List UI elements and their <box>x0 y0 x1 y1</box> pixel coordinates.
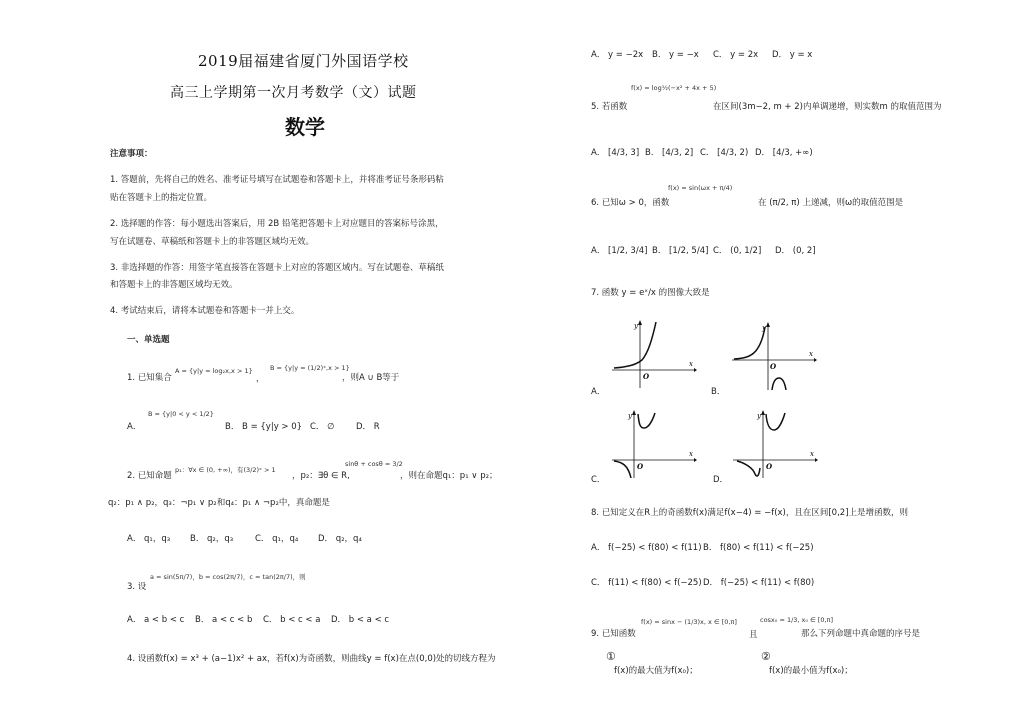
q5-prefix: 5. 若函数 <box>591 102 628 112</box>
q2-prefix: 2. 已知命题 <box>127 471 172 481</box>
q9-condition: cosx₀ = 1/3, x₀ ∈ [0,π] <box>760 616 833 624</box>
q1-option-a-label: A． <box>127 422 142 432</box>
exam-subtitle: 高三上学期第一次月考数学（文）试题 <box>170 85 417 101</box>
q7-option-d: D． <box>713 475 729 485</box>
q6-function: f(x) = sin(ωx + π/4) <box>668 184 733 192</box>
q6-option-c: C． (0, 1/2] <box>713 246 762 256</box>
q9-choice-1: f(x)的最大值为f(x₀)； <box>614 666 698 676</box>
q7-option-b: B． <box>711 387 726 397</box>
graph-a-y-label: y <box>634 322 638 330</box>
note-2b: 写在试题卷、草稿纸和答题卡上的非答题区域均无效。 <box>110 237 315 247</box>
graph-d-x-label: x <box>810 450 814 458</box>
q2-p2: ，p₂：∃θ ∈ R, <box>292 471 350 481</box>
exam-title: 2019届福建省厦门外国语学校 <box>198 52 409 70</box>
graph-d-origin: O <box>766 462 773 471</box>
q7-option-c: C． <box>591 475 606 485</box>
q4-option-b: B． y = −x <box>652 50 699 60</box>
q1-option-d: D． R <box>356 422 380 432</box>
q5-option-c: C． [4/3, 2) <box>700 148 749 158</box>
note-1b: 贴在答题卡上的指定位置。 <box>110 193 213 203</box>
q2-q1: ，则在命题q₁：p₁ ∨ p₂； <box>400 471 498 481</box>
q3-option-b: B． a < c < b <box>195 615 253 625</box>
q7-option-a: A． <box>591 387 606 397</box>
q8-text: 8. 已知定义在R上的奇函数f(x)满足f(x−4) = −f(x)，且在区间[0,2]上是增函数，则 <box>591 508 909 518</box>
q6-option-d: D． (0, 2] <box>775 246 816 256</box>
q4-option-c: C． y = 2x <box>713 50 759 60</box>
q5-function: f(x) = log½(−x² + 4x + 5) <box>631 84 717 92</box>
q8-option-c: C． f(11) < f(80) < f(−25) <box>591 578 702 588</box>
q1-set-a: A = {y|y = log₂x,x > 1} <box>175 367 253 375</box>
q1-suffix: ，则A ∪ B等于 <box>342 373 400 383</box>
subject-title: 数学 <box>285 115 325 139</box>
note-2a: 2. 选择题的作答：每小题选出答案后，用 2B 铅笔把答题卡上对应题目的答案标号涂黑， <box>110 219 444 229</box>
q5-option-b: B． [4/3, 2] <box>645 148 694 158</box>
q3-expr: a = sin(5π/7)，b = cos(2π/7)，c = tan(2π/7)，则 <box>150 573 306 581</box>
note-3b: 和答题卡上的非答题区域均无效。 <box>110 280 238 290</box>
q1-comma: ， <box>256 374 265 384</box>
q8-option-a: A． f(−25) < f(80) < f(11) <box>591 543 702 553</box>
graph-a-origin: O <box>643 372 650 381</box>
graph-b-x-label: x <box>809 350 813 358</box>
graph-b-y-label: y <box>762 324 766 332</box>
graph-b <box>732 322 817 390</box>
q9-choice-2-marker: ② <box>761 650 771 663</box>
q5-option-d: D． [4/3, +∞) <box>755 148 813 158</box>
q6-option-b: B． [1/2, 5/4] <box>652 246 709 256</box>
q6-option-a: A． [1/2, 3/4] <box>591 246 648 256</box>
notes-heading: 注意事项： <box>110 149 153 159</box>
q2-option-b: B． q₂，q₃ <box>190 534 234 544</box>
graph-d <box>733 410 818 478</box>
q4-option-d: D． y = x <box>772 50 813 60</box>
q1-prefix: 1. 已知集合 <box>127 373 172 383</box>
note-1a: 1. 答题前，先将自己的姓名、准考证号填写在试题卷和答题卡上，并将准考证号条形码粘 <box>110 175 444 185</box>
q1-option-a: B = {y|0 < y < 1/2} <box>148 410 214 418</box>
q9-and: 且 <box>749 630 758 640</box>
q2-option-a: A． q₁，q₃ <box>127 534 171 544</box>
graph-c-origin: O <box>637 462 644 471</box>
q6-prefix: 6. 已知ω > 0，函数 <box>591 198 670 208</box>
q8-option-b: B． f(80) < f(11) < f(−25) <box>703 543 814 553</box>
note-3a: 3. 非选择题的作答：用签字笔直接答在答题卡上对应的答题区域内。写在试题卷、草稿纸 <box>110 263 444 273</box>
q5-option-a: A． [4/3, 3] <box>591 148 640 158</box>
q1-option-c: C． ∅ <box>310 422 335 432</box>
q1-option-b: B． B = {y|y > 0} <box>225 422 303 432</box>
q4-option-a: A． y = −2x <box>591 50 644 60</box>
graph-d-y-label: y <box>757 412 761 420</box>
q6-suffix: 在 (π/2, π) 上递减，则ω的取值范围是 <box>758 198 904 208</box>
q3-option-d: D． b < a < c <box>331 615 390 625</box>
q5-suffix: 在区间(3m−2, m + 2)内单调递增，则实数m 的取值范围为 <box>713 102 942 112</box>
q9-choice-2: f(x)的最小值为f(x₀)； <box>769 666 853 676</box>
q2-option-d: D． q₂，q₄ <box>318 534 362 544</box>
graph-c-y-label: y <box>628 412 632 420</box>
q3-option-c: C． b < c < a <box>263 615 321 625</box>
q9-suffix: 那么下列命题中真命题的序号是 <box>801 629 921 639</box>
graph-b-origin: O <box>770 362 777 371</box>
q9-choice-1-marker: ① <box>606 650 616 663</box>
q9-prefix: 9. 已知函数 <box>591 629 636 639</box>
section-heading: 一、单选题 <box>127 335 170 345</box>
q7-text: 7. 函数 y = eˣ/x 的图像大致是 <box>591 288 710 298</box>
q4-text: 4. 设函数f(x) = x³ + (a−1)x² + ax，若f(x)为奇函数，则曲线y = f(x)在点(0,0)处的切线方程为 <box>127 654 496 664</box>
q3-option-a: A． a < b < c <box>127 615 185 625</box>
graph-a-x-label: x <box>689 360 693 368</box>
q2-p2-expr: sinθ + cosθ = 3/2 <box>345 460 403 468</box>
q2-p1: p₁：∀x ∈ (0, +∞)，有(3/2)ˣ > 1 <box>175 466 276 474</box>
q2-option-c: C． q₁，q₄ <box>255 534 299 544</box>
q1-set-b: B = {y|y = (1/2)ˣ,x > 1} <box>270 364 350 372</box>
note-4: 4. 考试结束后，请将本试题卷和答题卡一并上交。 <box>110 306 300 316</box>
q2-line2: q₂：p₁ ∧ p₂，q₃：¬p₁ ∨ p₂和q₄：p₁ ∧ ¬p₂中，真命题是 <box>108 498 330 508</box>
graph-c <box>612 410 697 478</box>
q8-option-d: D． f(−25) < f(11) < f(80) <box>703 578 815 588</box>
q9-function: f(x) = sinx − (1/3)x, x ∈ [0,π] <box>641 618 737 626</box>
q3-prefix: 3. 设 <box>127 582 147 592</box>
graph-a <box>612 320 697 388</box>
graph-c-x-label: x <box>689 450 693 458</box>
